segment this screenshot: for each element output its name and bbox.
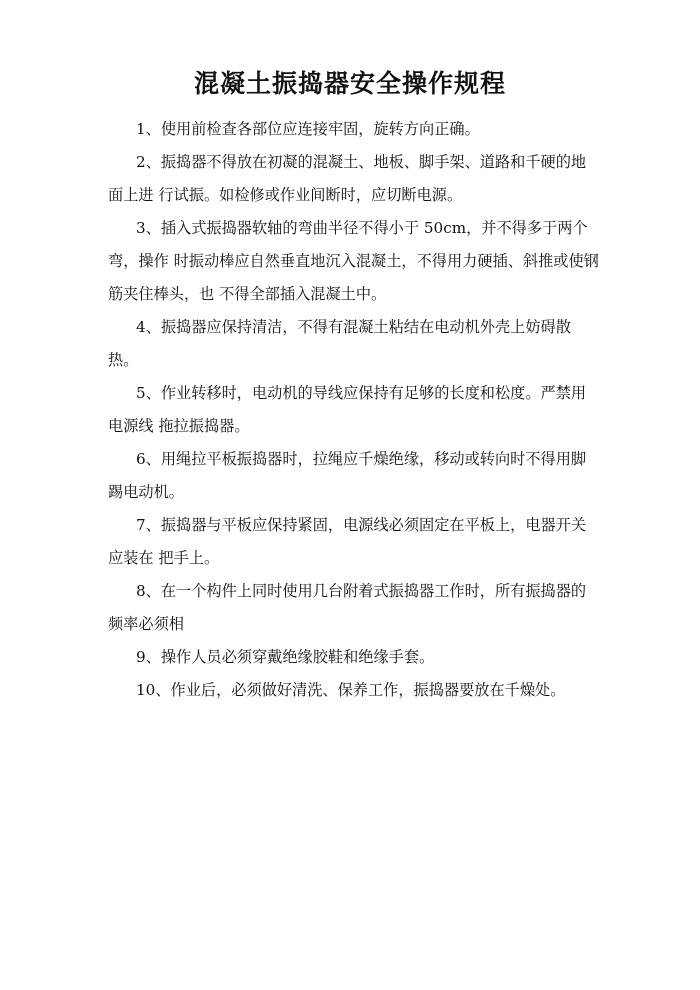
rule-item-4: 4、振捣器应保持清洁，不得有混凝土粘结在电动机外壳上妨碍散热。 [108, 318, 571, 369]
rule-item-1: 1、使用前检查各部位应连接牢固，旋转方向正确。 [136, 120, 480, 138]
rule-item-6: 6、用绳拉平板振捣器时，拉绳应千燥绝缘，移动或转向时不得用脚踢电动机。 [108, 450, 587, 501]
rule-item-8: 8、在一个构件上同时使用几台附着式振捣器工作时，所有振捣器的频率必须相 [108, 582, 587, 633]
rule-item-5: 5、作业转移时，电动机的导线应保持有足够的长度和松度。严禁用电源线 拖拉振捣器。 [108, 384, 587, 435]
rule-item-3: 3、插入式振捣器软轴的弯曲半径不得小于 50cm，并不得多于两个弯，操作 时振动棒应自然垂直地沉入混凝土，不得用力硬插、斜推或使钢筋夹住棒头，也 不得全部插入混凝土中。 [108, 219, 599, 303]
rule-item-9: 9、操作人员必须穿戴绝缘胶鞋和绝缘手套。 [136, 648, 435, 666]
rule-item-7: 7、振捣器与平板应保持紧固，电源线必须固定在平板上，电器开关应装在 把手上。 [108, 516, 587, 567]
rules-list [108, 113, 600, 707]
rule-item-10: 10、作业后，必须做好清洗、保养工作，振捣器要放在千燥处。 [136, 681, 566, 699]
rule-item-2: 2、振捣器不得放在初凝的混凝土、地板、脚手架、道路和千硬的地面上进 行试振。如检修或作业间断时，应切断电源。 [108, 153, 587, 204]
document-title: 混凝土振捣器安全操作规程 [193, 69, 506, 98]
